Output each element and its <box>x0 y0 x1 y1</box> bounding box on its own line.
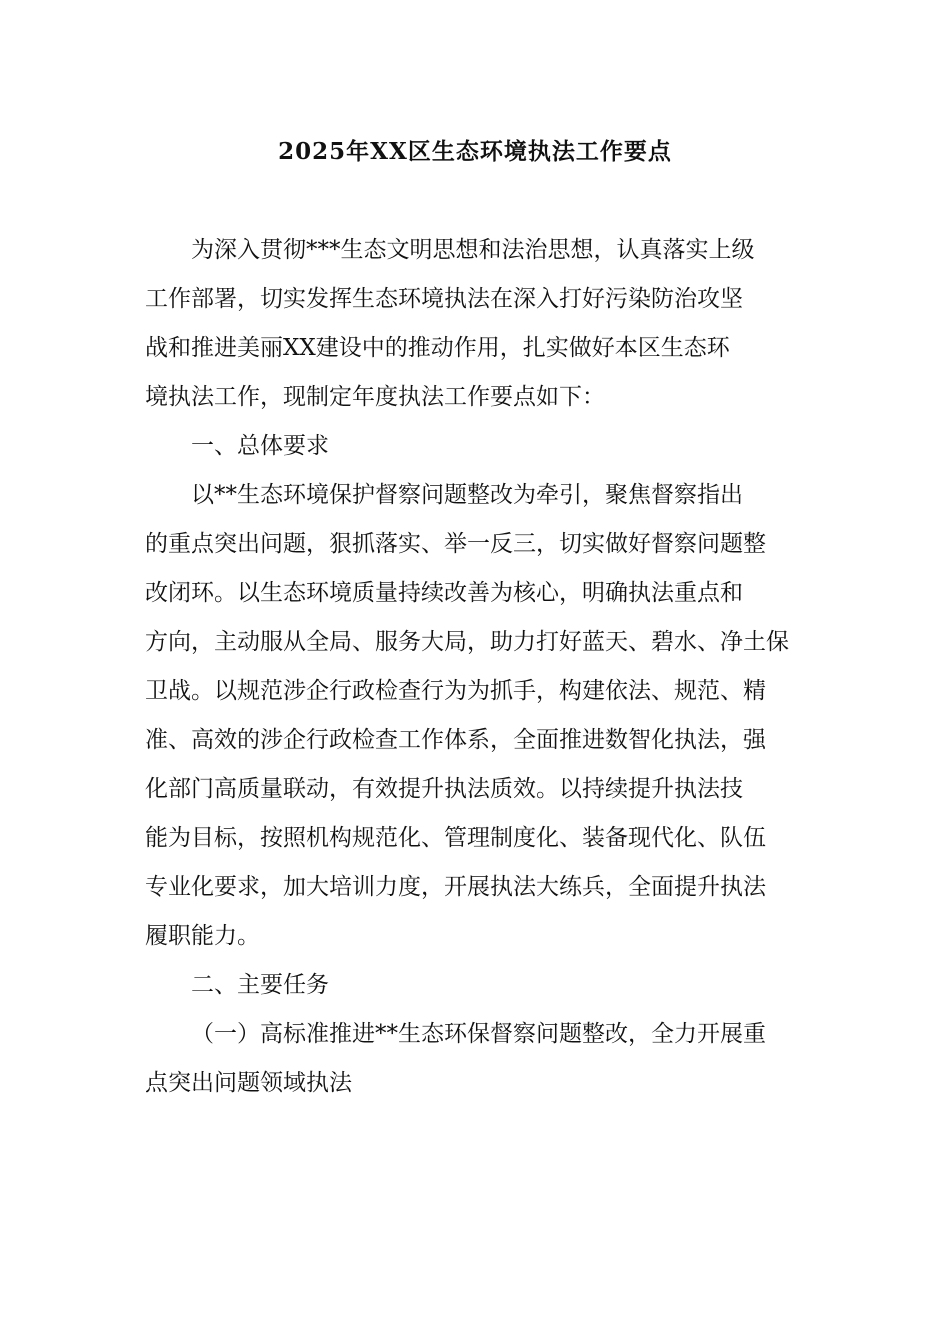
document-body <box>145 226 810 1108</box>
section-heading-overall-requirements: 一、总体要求 <box>191 433 329 459</box>
section-heading-main-tasks: 二、主要任务 <box>191 972 329 998</box>
document-title: 2025年XX区生态环境执法工作要点 <box>278 138 672 165</box>
paragraph-requirements-line-2: 的重点突出问题，狠抓落实、举一反三，切实做好督察问题整 <box>145 531 766 557</box>
paragraph-requirements-line-5: 卫战。以规范涉企行政检查行为为抓手，构建依法、规范、精 <box>145 678 766 704</box>
subsection-heading-1-line-1: （一）高标准推进**生态环保督察问题整改，全力开展重 <box>191 1021 766 1047</box>
paragraph-requirements-line-6: 准、高效的涉企行政检查工作体系，全面推进数智化执法，强 <box>145 727 766 753</box>
paragraph-intro-line-4: 境执法工作，现制定年度执法工作要点如下： <box>145 384 605 410</box>
paragraph-intro-line-1: 为深入贯彻***生态文明思想和法治思想，认真落实上级 <box>191 237 755 263</box>
subsection-heading-1-line-2: 点突出问题领域执法 <box>145 1070 352 1096</box>
paragraph-requirements-line-4: 方向，主动服从全局、服务大局，助力打好蓝天、碧水、净土保 <box>145 629 789 655</box>
paragraph-intro-line-3: 战和推进美丽XX建设中的推动作用，扎实做好本区生态环 <box>145 335 730 361</box>
paragraph-requirements-line-3: 改闭环。以生态环境质量持续改善为核心，明确执法重点和 <box>145 580 743 606</box>
paragraph-requirements-line-8: 能为目标，按照机构规范化、管理制度化、装备现代化、队伍 <box>145 825 766 851</box>
paragraph-requirements-line-9: 专业化要求，加大培训力度，开展执法大练兵，全面提升执法 <box>145 874 766 900</box>
paragraph-requirements-line-7: 化部门高质量联动，有效提升执法质效。以持续提升执法技 <box>145 776 743 802</box>
paragraph-requirements-line-10: 履职能力。 <box>145 923 260 949</box>
paragraph-intro-line-2: 工作部署，切实发挥生态环境执法在深入打好污染防治攻坚 <box>145 286 743 312</box>
paragraph-requirements-line-1: 以**生态环境保护督察问题整改为牵引，聚焦督察指出 <box>191 482 743 508</box>
